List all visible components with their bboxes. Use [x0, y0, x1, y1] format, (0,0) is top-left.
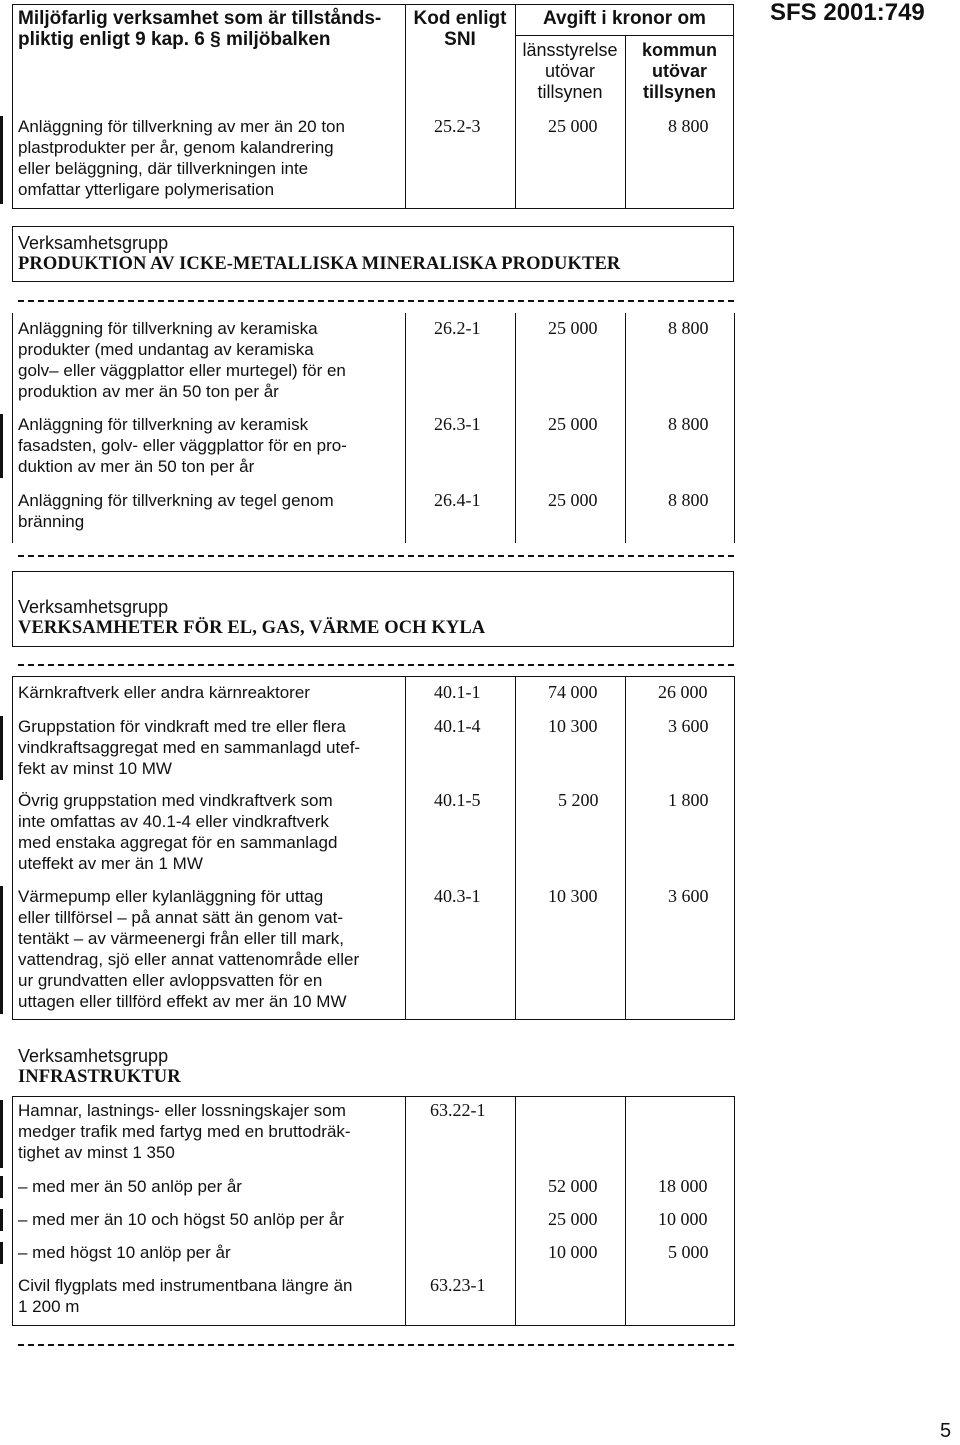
table-row-fee-kommun: 3 600 — [668, 886, 709, 906]
table-row-fee-lans: 25 000 — [548, 318, 598, 338]
table-row-fee-lans: 25 000 — [548, 116, 598, 136]
table-row-description: Anläggning för tillverkning av keramisk fasadsten, golv- eller väggplattor för en pro- duktion av mer än 50 ton per år — [18, 415, 347, 476]
table-row-code: 40.1-1 — [434, 682, 481, 702]
table-row-fee-kommun: 1 800 — [668, 790, 709, 810]
table-row-description: – med högst 10 anlöp per år — [18, 1243, 231, 1262]
column-header-kommun: kommun utövar tillsynen — [641, 40, 717, 102]
table-row-description: Anläggning för tillverkning av keramiska produkter (med undantag av keramiska golv– eller väggplattor eller murtegel) för en produktion av mer än 50 ton per år — [18, 319, 346, 401]
group-label: Verksamhetsgrupp — [18, 597, 169, 617]
table-row-code: 63.23-1 — [430, 1275, 486, 1295]
table-row-code: 40.1-5 — [434, 790, 481, 810]
table-row-code: 40.1-4 — [434, 716, 481, 736]
column-header-lansstyrelse: länsstyrelse utövar tillsynen — [522, 40, 618, 102]
column-header-sni-code: Kod enligt SNI — [413, 8, 507, 50]
table-row-fee-lans: 10 300 — [548, 886, 598, 906]
group-label: Verksamhetsgrupp — [18, 1046, 169, 1066]
table-row-code: 26.3-1 — [434, 414, 481, 434]
table-row-fee-lans: 52 000 — [548, 1176, 598, 1196]
document-id: SFS 2001:749 — [770, 0, 925, 26]
table-row-description: Övrig gruppstation med vindkraftverk som inte omfattas av 40.1-4 eller vindkraftverk med enstaka aggregat för en sammanlagd uteffekt av mer än 1 MW — [18, 791, 338, 873]
table-row-fee-kommun: 8 800 — [668, 116, 709, 136]
table-row-description: Gruppstation för vindkraft med tre eller flera vindkraftsaggregat med en sammanlagd utef- fekt av minst 10 MW — [18, 717, 361, 778]
table-row-code: 40.3-1 — [434, 886, 481, 906]
table-row-description: Hamnar, lastnings- eller lossningskajer som medger trafik med fartyg med en bruttodräk- tighet av minst 1 350 — [18, 1101, 351, 1162]
divider — [18, 555, 734, 557]
divider — [18, 300, 734, 302]
table-row-fee-kommun: 26 000 — [658, 682, 708, 702]
table-row-description: – med mer än 50 anlöp per år — [18, 1177, 242, 1196]
table-row-fee-lans: 74 000 — [548, 682, 598, 702]
group-title: VERKSAMHETER FÖR EL, GAS, VÄRME OCH KYLA — [18, 618, 486, 638]
column-header-fee: Avgift i kronor om — [543, 8, 706, 29]
page-number: 5 — [940, 1420, 952, 1442]
table-row-code: 25.2-3 — [434, 116, 481, 136]
table-row-code: 26.4-1 — [434, 490, 481, 510]
column-header-activity: Miljöfarlig verksamhet som är tillstånds- pliktig enligt 9 kap. 6 § miljöbalken — [18, 8, 382, 50]
table-row-fee-lans: 10 300 — [548, 716, 598, 736]
group-label: Verksamhetsgrupp — [18, 233, 169, 253]
table-row-description: Anläggning för tillverkning av tegel genom bränning — [18, 491, 334, 531]
table-row-fee-kommun: 10 000 — [658, 1209, 708, 1229]
table-row-description: – med mer än 10 och högst 50 anlöp per år — [18, 1210, 345, 1229]
divider — [18, 664, 734, 666]
table-row-fee-kommun: 8 800 — [668, 490, 709, 510]
table-row-code: 26.2-1 — [434, 318, 481, 338]
table-row-fee-lans: 25 000 — [548, 1209, 598, 1229]
table-row-description: Civil flygplats med instrumentbana längre än 1 200 m — [18, 1276, 353, 1316]
table-row-code: 63.22-1 — [430, 1100, 486, 1120]
table-row-fee-lans: 5 200 — [558, 790, 599, 810]
table-row-fee-kommun: 5 000 — [668, 1242, 709, 1262]
group-title: INFRASTRUKTUR — [18, 1067, 181, 1087]
table-row-fee-lans: 25 000 — [548, 414, 598, 434]
table-row-description: Anläggning för tillverkning av mer än 20 ton plastprodukter per år, genom kalandrering eller beläggning, där tillverkningen inte omfattar ytterligare polymerisation — [18, 117, 345, 199]
group-title: PRODUKTION AV ICKE-METALLISKA MINERALISKA PRODUKTER — [18, 254, 621, 274]
table-row-fee-kommun: 18 000 — [658, 1176, 708, 1196]
table-row-description: Värmepump eller kylanläggning för uttag eller tillförsel – på annat sätt än genom vat- tentäkt – av värmeenergi från eller till mark, vattendrag, sjö eller annat vattenområde eller ur grundvatten eller avloppsvatten för en uttagen eller tillförd effekt av mer än 10 MW — [18, 887, 360, 1011]
table-row-fee-kommun: 8 800 — [668, 414, 709, 434]
table-row-description: Kärnkraftverk eller andra kärnreaktorer — [18, 683, 310, 702]
table-row-fee-lans: 25 000 — [548, 490, 598, 510]
divider — [18, 1344, 734, 1346]
table-row-fee-lans: 10 000 — [548, 1242, 598, 1262]
table-row-fee-kommun: 3 600 — [668, 716, 709, 736]
table-row-fee-kommun: 8 800 — [668, 318, 709, 338]
